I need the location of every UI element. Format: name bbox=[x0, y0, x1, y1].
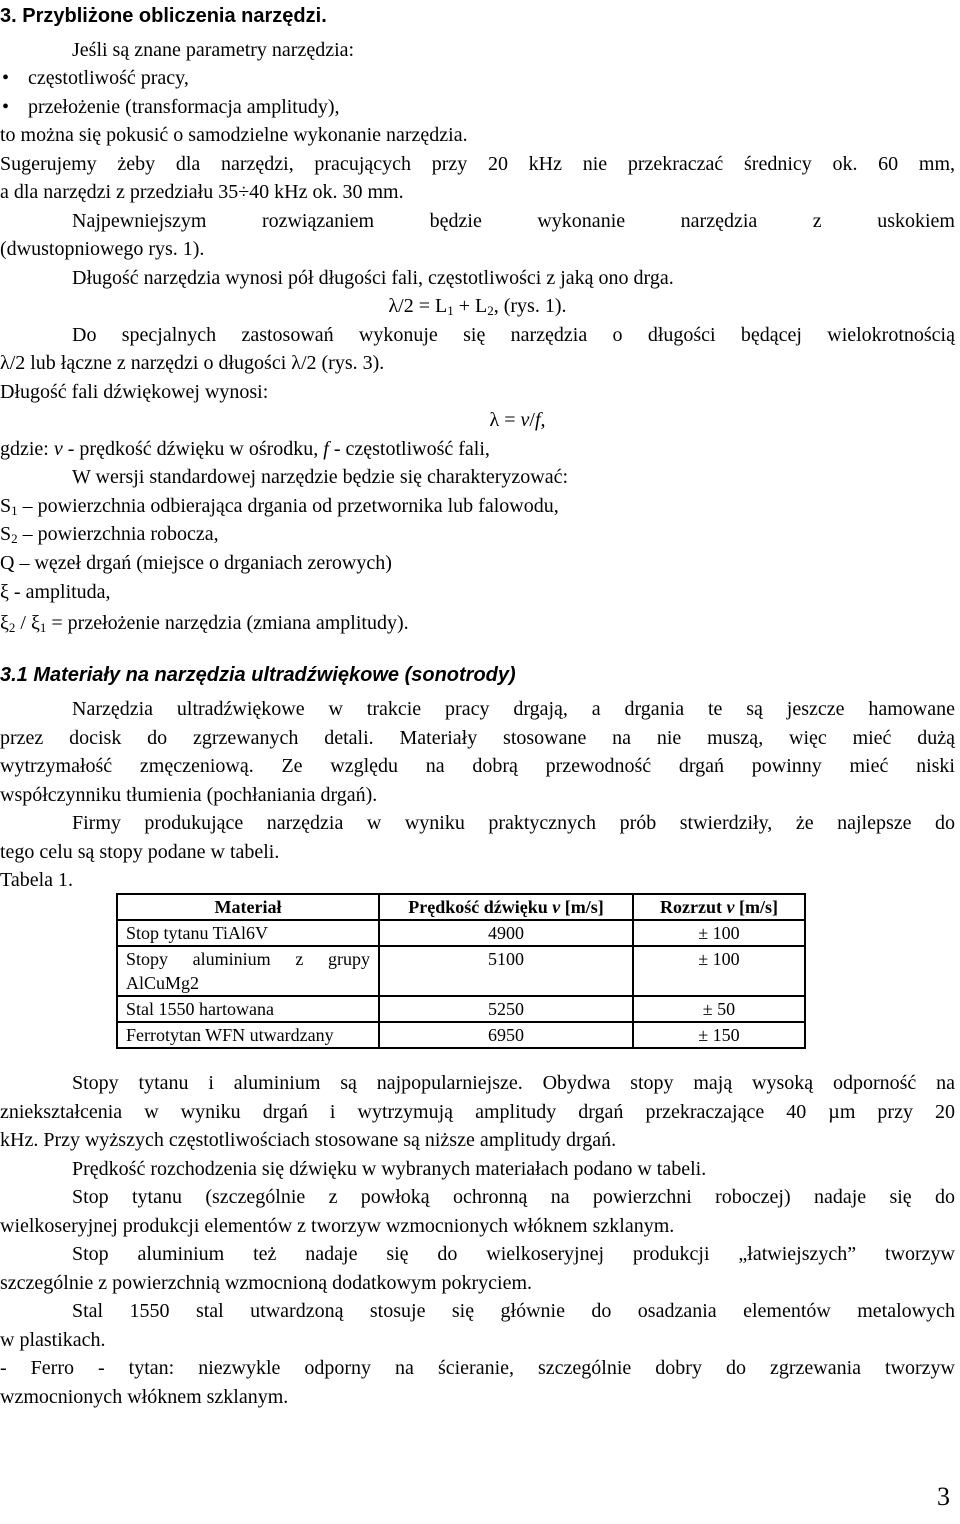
bullet-icon: • bbox=[2, 67, 10, 89]
table-row bbox=[117, 996, 805, 1022]
table-cell: ± 100 bbox=[633, 946, 805, 996]
bullet-icon: • bbox=[2, 96, 10, 118]
text-line: Długość narzędzia wynosi pół długości fali, częstotliwości z jaką ono drga. bbox=[72, 267, 674, 289]
text-line: Firmy produkujące narzędzia w wyniku praktycznych prób stwierdziły, że najlepsze do bbox=[72, 812, 955, 834]
text-line: tego celu są stopy podane w tabeli. bbox=[0, 841, 280, 863]
table-caption: Tabela 1. bbox=[0, 869, 74, 891]
definition-q: Q – węzeł drgań (miejsce o drganiach zerowych) bbox=[0, 552, 392, 574]
text-line: Prędkość rozchodzenia się dźwięku w wybranych materiałach podano w tabeli. bbox=[72, 1158, 707, 1180]
definition-s1: $S_1$ – powierzchnia odbierająca drgania od przetwornika lub falowodu, bbox=[0, 495, 559, 518]
formula-wavelength-half: $\lambda/2 = L_1 + L_2$, (rys. 1). bbox=[388, 295, 567, 318]
table-cell: 6950 bbox=[379, 1022, 633, 1048]
definition-xi: ξ - amplituda, bbox=[0, 581, 111, 603]
text-line: wzmocnionych włóknem szklanym. bbox=[0, 1386, 289, 1408]
text-line: Stop tytanu (szczególnie z powłoką ochronną na powierzchni roboczej) nadaje się do bbox=[72, 1186, 955, 1208]
where-line: gdzie: v - prędkość dźwięku w ośrodku, f - częstotliwość fali, bbox=[0, 438, 490, 460]
text-line: Stopy tytanu i aluminium są najpopularniejsze. Obydwa stopy mają wysoką odporność na bbox=[72, 1072, 955, 1094]
document-page: 3. Przybliżone obliczenia narzędzi. Jeśli są znane parametry narzędzia: • częstotliwość pracy, • przełożenie (transformacja amplitudy), to można się pokusić o samodzielne wykonanie narzędzia. Sugerujemy żeby dla narzędzi, pracujących przy 20 kHz nie przekraczać średnicy ok. 60 mm, a dla narzędzi z przedziału 35÷40 kHz ok. 30 mm. Najpewniejszym rozwiązaniem będzie wykonanie narzędzia z uskokiem (dwustopniowego rys. 1). Długość narzędzia wynosi pół długości fali, częstotliwości z jaką ono drga. $\lambda/2 = L_1 + L_2$, (rys. 1). Do specjalnych zastosowań wykonuje się narzędzia o długości będącej wielokrotnością λ/2 lub łączne z narzędzi o długości λ/2 (rys. 3). Długość fali dźwiękowej wynosi: λ = v/f, gdzie: v - prędkość dźwięku w ośrodku, f - częstotliwość fali, W wersji standardowej narzędzie będzie się charakteryzować: $S_1$ – powierzchnia odbierająca drgania od przetwornika lub falowodu, $S_2$ – powierzchnia robocza, Q – węzeł drgań (miejsce o drganiach zerowych) ξ - amplituda, $\xi_2 / \xi_1$ = przełożenie narzędzia (zmiana amplitudy). 3.1 Materiały na narzędzia ultradźwiękowe (sonotrody) Narzędzia ultradźwiękowe w trakcie pracy drgają, a drgania te są jeszcze hamowane przez docisk do zgrzewanych detali. Materiały stosowane na nie muszą, więc mieć dużą wytrzymałość zmęczeniową. Ze względu na dobrą przewodność drgań powinny mieć niski współczynniku tłumienia (pochłaniania drgań). Firmy produkujące narzędzia w wyniku praktycznych prób stwierdziły, że najlepsze do tego celu są stopy podane w tabeli. Tabela 1. Materiał Prędkość dźwięku v [m/s] Rozrzut v [m/s] Stop tytanu TiAl6V 4900 ± 100 Stopy aluminium z grupy AlCuMg2 5100 ± 100 Stal 1550 hartowana 5250 ± 50 Ferrotytan WFN utwardzany 6950 ± 150 Stopy tytanu i aluminium są najpopularniejsze. Obydwa stopy mają wysoką odporność na zniekształcenia w wyniku drgań i wytrzymują amplitudy drgań przekraczające 40 µm przy 20 kHz. Przy wyższych częstotliwościach stosowane są niższe amplitudy drgań. Prędkość rozchodzenia się dźwięku w wybranych materiałach podano w tabeli. Stop tytanu (szczególnie z powłoką ochronną na powierzchni roboczej) nadaje się do wielkoseryjnej produkcji elementów z tworzyw wzmocnionych włóknem szklanym. Stop aluminium też nadaje się do wielkoseryjnej produkcji „łatwiejszych” tworzyw szczególnie z powierzchnią wzmocnioną dodatkowym pokryciem. Stal 1550 stal utwardzoną stosuje się głównie do osadzania elementów metalowych w plastikach. - Ferro - tytan: niezwykle odporny na ścieranie, szczególnie dobry do zgrzewania tworzyw wzmocnionych włóknem szklanym. 3 bbox=[0, 0, 960, 1524]
section-heading: 3. Przybliżone obliczenia narzędzi. bbox=[0, 5, 327, 27]
table-cell: 5100 bbox=[379, 946, 633, 996]
text-line: Narzędzia ultradźwiękowe w trakcie pracy drgają, a drgania te są jeszcze hamowane bbox=[72, 698, 955, 720]
table-cell: Ferrotytan WFN utwardzany bbox=[117, 1022, 379, 1048]
table-header: Materiał bbox=[117, 894, 379, 920]
text-line: zniekształcenia w wyniku drgań i wytrzymują amplitudy drgań przekraczające 40 µm przy 20 bbox=[0, 1101, 955, 1123]
text-line: Stal 1550 stal utwardzoną stosuje się głównie do osadzania elementów metalowych bbox=[72, 1300, 955, 1322]
text-line: Długość fali dźwiękowej wynosi: bbox=[0, 381, 269, 403]
text-line: λ/2 lub łączne z narzędzi o długości λ/2 (rys. 3). bbox=[0, 352, 385, 374]
intro-text: Jeśli są znane parametry narzędzia: bbox=[72, 39, 355, 61]
text-line: wielkoseryjnej produkcji elementów z tworzyw wzmocnionych włóknem szklanym. bbox=[0, 1215, 675, 1237]
table-row bbox=[117, 920, 805, 946]
table-cell: 4900 bbox=[379, 920, 633, 946]
table-cell: ± 150 bbox=[633, 1022, 805, 1048]
table-header: Rozrzut v [m/s] bbox=[633, 894, 805, 920]
table-header-row bbox=[117, 894, 805, 920]
table-cell: ± 100 bbox=[633, 920, 805, 946]
table-row bbox=[117, 946, 805, 996]
definition-ratio: $\xi_2 / \xi_1$ = przełożenie narzędzia (zmiana amplitudy). bbox=[0, 612, 409, 635]
text-line: a dla narzędzi z przedziału 35÷40 kHz ok. 30 mm. bbox=[0, 181, 404, 203]
text-line: Najpewniejszym rozwiązaniem będzie wykonanie narzędzia z uskokiem bbox=[72, 210, 955, 232]
table-cell: Stop tytanu TiAl6V bbox=[117, 920, 379, 946]
text-line: W wersji standardowej narzędzie będzie się charakteryzować: bbox=[72, 466, 569, 488]
table-cell: ± 50 bbox=[633, 996, 805, 1022]
table-cell: Stopy aluminium z grupy AlCuMg2 bbox=[117, 946, 379, 996]
text-line: szczególnie z powierzchnią wzmocnioną dodatkowym pokryciem. bbox=[0, 1272, 533, 1294]
page-number: 3 bbox=[937, 1482, 950, 1511]
text-line: to można się pokusić o samodzielne wykonanie narzędzia. bbox=[0, 124, 468, 146]
text-line: w plastikach. bbox=[0, 1329, 106, 1351]
text-line: Stop aluminium też nadaje się do wielkoseryjnej produkcji „łatwiejszych” tworzyw bbox=[72, 1243, 955, 1265]
materials-table bbox=[116, 893, 806, 1049]
text-line: - Ferro - tytan: niezwykle odporny na ścieranie, szczególnie dobry do zgrzewania tworzyw bbox=[0, 1357, 955, 1379]
text-line: Do specjalnych zastosowań wykonuje się narzędzia o długości będącej wielokrotnością bbox=[72, 324, 955, 346]
table-cell: Stal 1550 hartowana bbox=[117, 996, 379, 1022]
table-row bbox=[117, 1022, 805, 1048]
text-line: (dwustopniowego rys. 1). bbox=[0, 238, 205, 260]
text-line: współczynniku tłumienia (pochłaniania drgań). bbox=[0, 784, 378, 806]
text-line: przez docisk do zgrzewanych detali. Materiały stosowane na nie muszą, więc mieć dużą bbox=[0, 727, 955, 749]
subsection-heading: 3.1 Materiały na narzędzia ultradźwiękowe (sonotrody) bbox=[0, 664, 516, 686]
table-header: Prędkość dźwięku v [m/s] bbox=[379, 894, 633, 920]
definition-s2: $S_2$ – powierzchnia robocza, bbox=[0, 523, 219, 546]
text-line: wytrzymałość zmęczeniową. Ze względu na dobrą przewodność drgań powinny mieć niski bbox=[0, 755, 955, 777]
text-line: Sugerujemy żeby dla narzędzi, pracujących przy 20 kHz nie przekraczać średnicy ok. 60 mm, bbox=[0, 153, 955, 175]
text-line: kHz. Przy wyższych częstotliwościach stosowane są niższe amplitudy drgań. bbox=[0, 1129, 617, 1151]
table-cell: 5250 bbox=[379, 996, 633, 1022]
formula-wavelength: λ = v/f, bbox=[489, 409, 546, 431]
